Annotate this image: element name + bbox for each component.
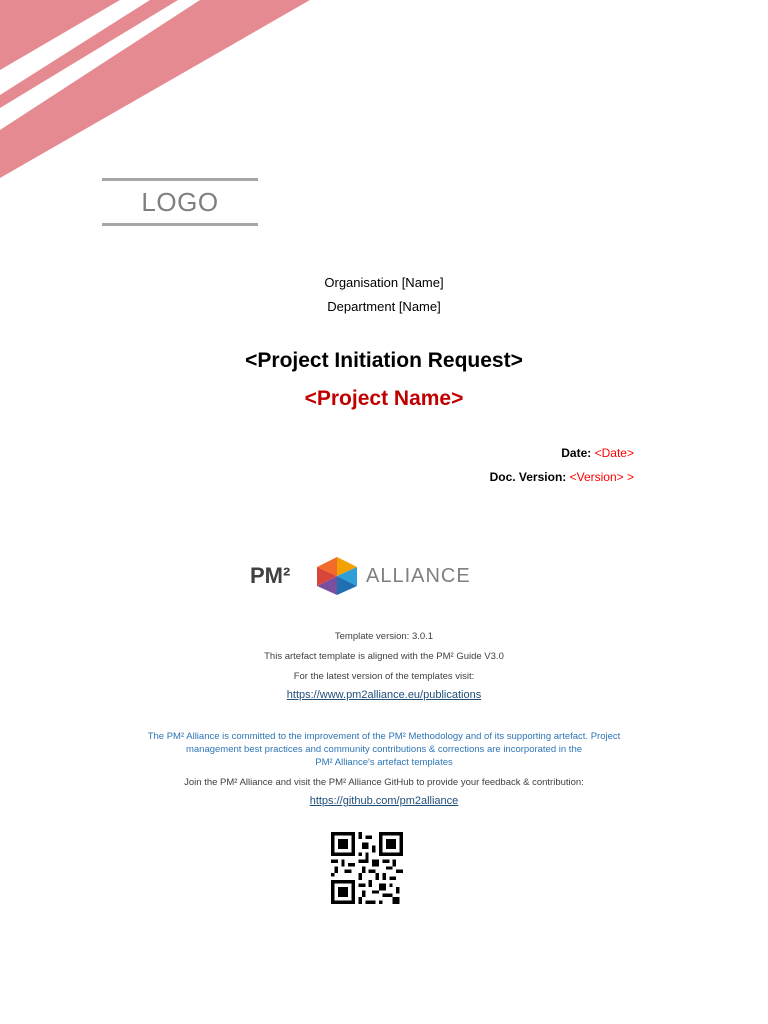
document-title: <Project Initiation Request> [245, 349, 523, 372]
github-link-row [0, 791, 768, 809]
github-link[interactable]: https://github.com/pm2alliance [309, 795, 459, 807]
date-value: <Date> [594, 446, 634, 460]
latest-version-note: For the latest version of the templates visit: [293, 671, 475, 682]
logo-text: LOGO [141, 186, 219, 217]
hexagon-icon [314, 555, 360, 597]
date-line [561, 446, 634, 460]
commitment-paragraph [0, 730, 768, 769]
commitment-line-2: management best practices and community contributions & corrections are incorporated in the [185, 744, 583, 755]
aligned-note: This artefact template is aligned with the PM² Guide V3.0 [264, 651, 504, 662]
version-value: <Version> > [569, 470, 634, 484]
pm2-alliance-logo [250, 555, 480, 597]
logo-placeholder [102, 178, 258, 226]
date-label: Date: [561, 446, 592, 460]
alliance-logo-text: ALLIANCE [366, 565, 471, 587]
decorative-corner-stripes [0, 0, 320, 200]
version-line [490, 470, 634, 484]
template-version: Template version: 3.0.1 [334, 631, 434, 642]
version-label: Doc. Version: [489, 470, 567, 484]
join-note: Join the PM² Alliance and visit the PM² Alliance GitHub to provide your feedback & contribution: [184, 777, 584, 788]
publications-link-row [0, 685, 768, 703]
department-name: Department [Name] [327, 299, 441, 314]
commitment-line-3: PM² Alliance's artefact templates [315, 757, 453, 768]
pm2-logo-text: PM² [250, 563, 291, 588]
project-name: <Project Name> [304, 387, 464, 410]
organisation-name: Organisation [Name] [324, 275, 444, 290]
commitment-line-1: The PM² Alliance is committed to the improvement of the PM² Methodology and of its supporting artefact. Project [147, 731, 621, 742]
publications-link[interactable]: https://www.pm2alliance.eu/publications [286, 689, 482, 701]
qr-code-icon [331, 832, 403, 904]
